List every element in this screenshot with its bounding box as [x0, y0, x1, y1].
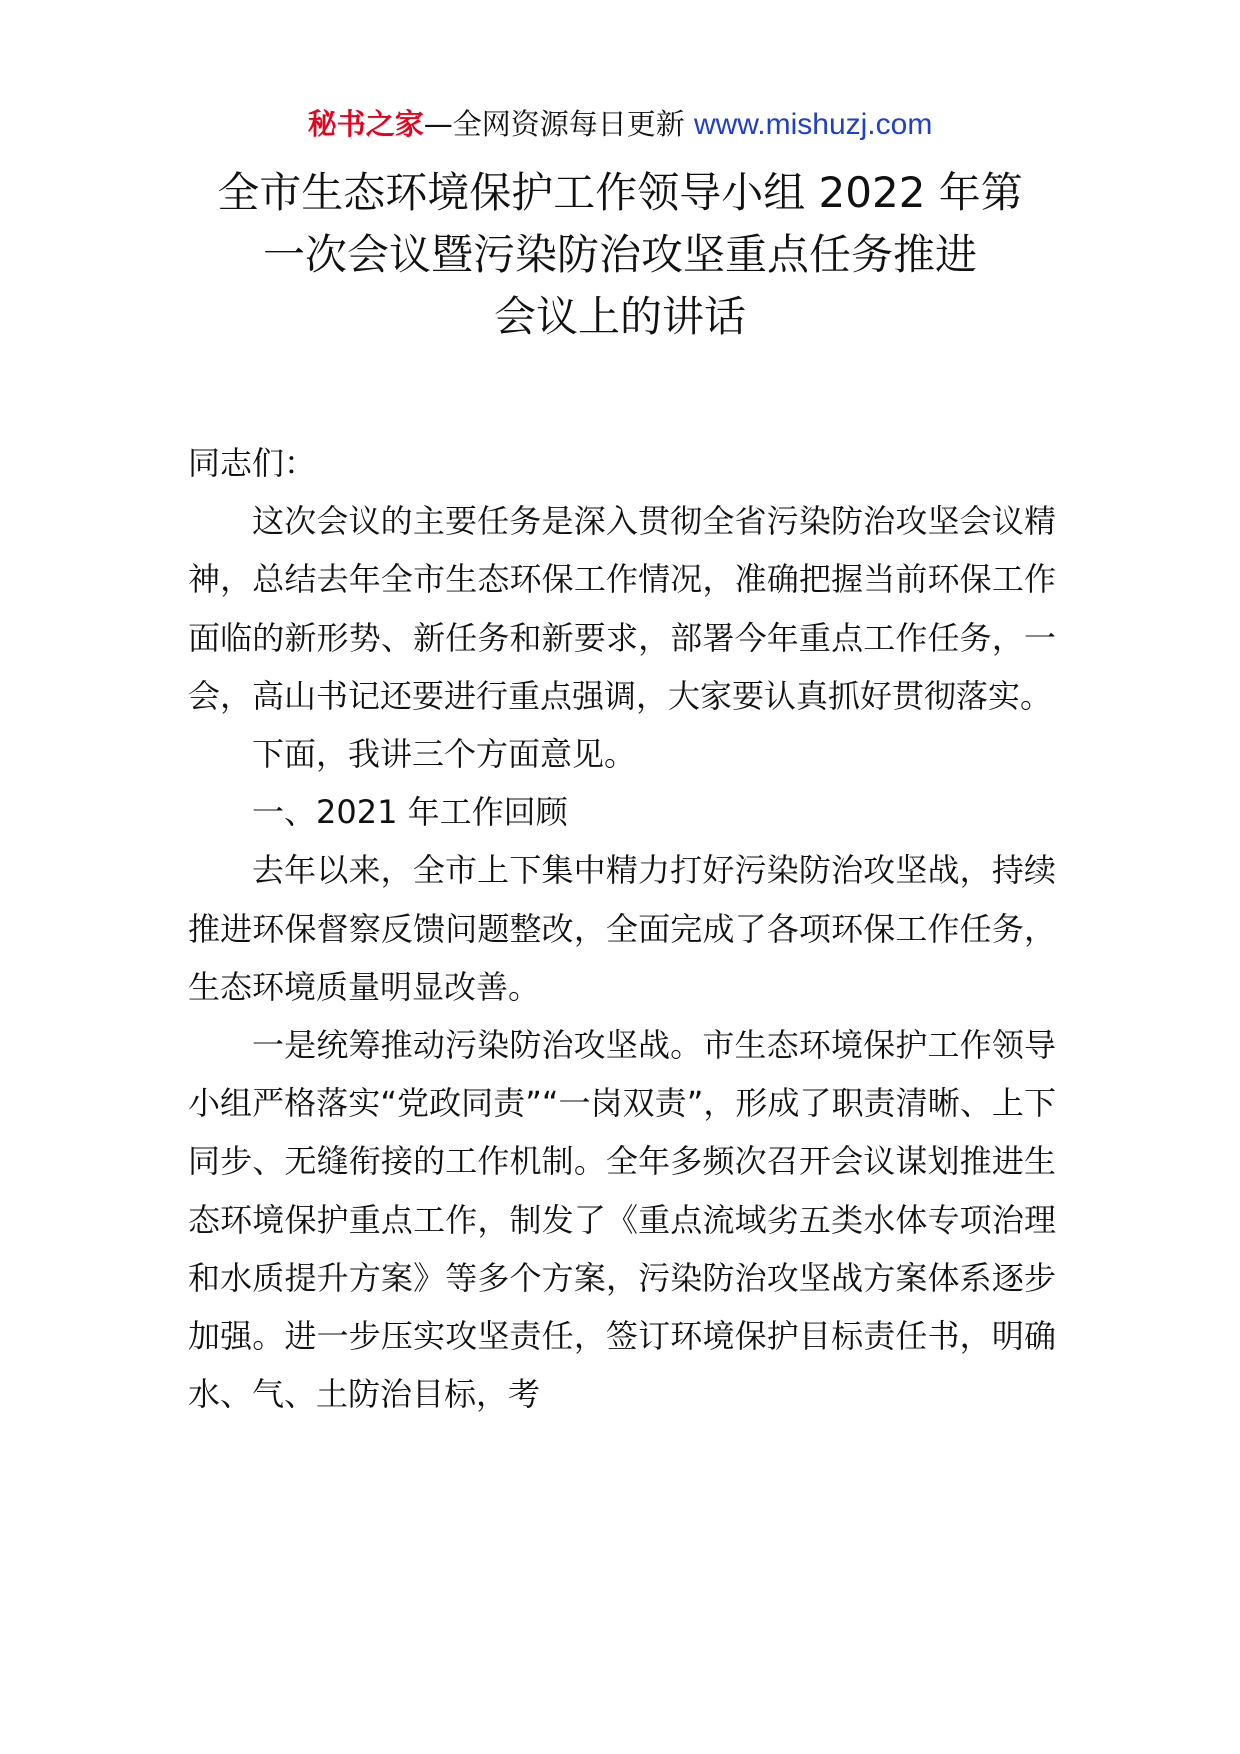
title-line-3: 会议上的讲话 — [493, 292, 746, 341]
site-url-link[interactable]: www.mishuzj.com — [693, 108, 933, 141]
body-paragraph: 这次会议的主要任务是深入贯彻全省污染防治攻坚会议精神，总结去年全市生态环保工作情况，准确把握当前环保工作面临的新形势、新任务和新要求，部署今年重点工作任务，一会，高山书记还要进行重点强调，大家要认真抓好贯彻落实。 — [188, 502, 1056, 715]
title-line-1: 全市生态环境保护工作领导小组 2022 年第 — [217, 168, 1023, 217]
brand-name: 秘书之家 — [307, 107, 424, 141]
document-body — [188, 434, 1056, 1423]
body-paragraph: 一是统筹推动污染防治攻坚战。市生态环境保护工作领导小组严格落实“党政同责”“一岗双责”，形成了职责清晰、上下同步、无缝衔接的工作机制。全年多频次召开会议谋划推进生态环境保护重点工作，制发了《重点流域劣五类水体专项治理和水质提升方案》等多个方案，污染防治攻坚战方案体系逐步加强。进一步压实攻坚责任，签订环境保护目标责任书，明确水、气、土防治目标，考 — [188, 1026, 1056, 1414]
document-title — [0, 162, 1240, 348]
body-paragraph: 去年以来，全市上下集中精力打好污染防治攻坚战，持续推进环保督察反馈问题整改，全面完成了各项环保工作任务，生态环境质量明显改善。 — [188, 851, 1056, 1006]
body-paragraph: 下面，我讲三个方面意见。 — [252, 735, 637, 774]
section-heading: 一、2021 年工作回顾 — [252, 793, 568, 832]
site-header — [0, 104, 1240, 145]
salutation: 同志们： — [188, 444, 317, 482]
site-slogan: —全网资源每日更新 — [423, 107, 685, 141]
title-line-2: 一次会议暨污染防治攻坚重点任务推进 — [262, 230, 977, 279]
